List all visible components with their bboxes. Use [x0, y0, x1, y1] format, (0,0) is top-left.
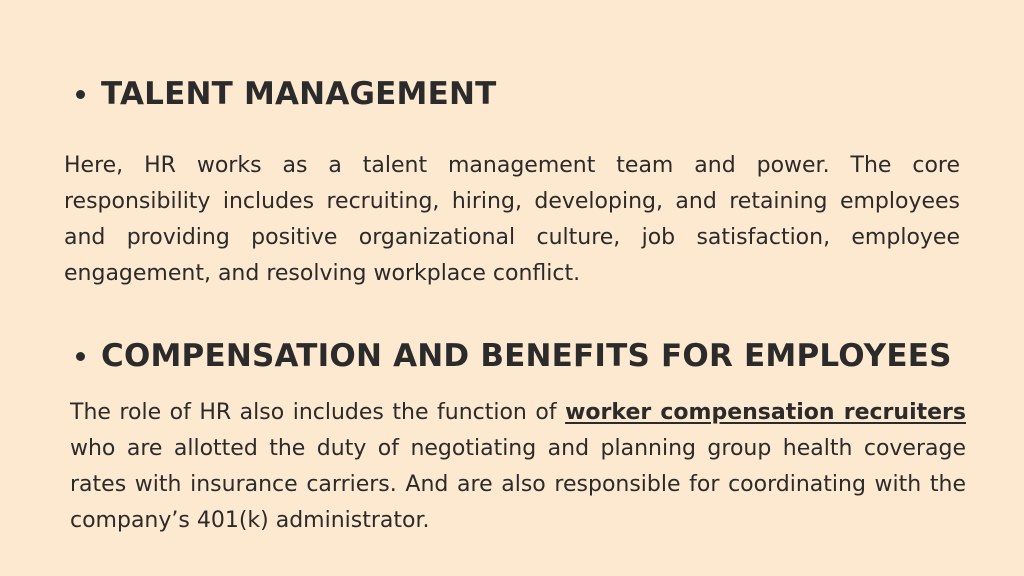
bullet-icon: [76, 352, 85, 361]
paragraph-text-before-link: The role of HR also includes the function of: [70, 400, 566, 425]
compensation-paragraph: [70, 395, 966, 539]
section-heading-compensation: [76, 338, 952, 374]
heading-text: COMPENSATION AND BENEFITS FOR EMPLOYEES: [101, 338, 952, 374]
heading-text: TALENT MANAGEMENT: [101, 76, 497, 112]
worker-compensation-recruiters-link[interactable]: worker compensation recruiters: [565, 400, 966, 425]
talent-management-paragraph: Here, HR works as a talent management team and power. The core responsibility includes recruiting, hiring, developing, and retaining employees and providing positive organizational culture, job satisfaction, employee engagement, and resolving workplace conflict.: [64, 153, 960, 286]
bullet-icon: [76, 90, 85, 99]
section-heading-talent-management: [76, 76, 496, 112]
paragraph-text-after-link: who are allotted the duty of negotiating and planning group health coverage rates with insurance carriers. And are also responsible for coordinating with the company’s 401(k) administrator.: [70, 436, 966, 533]
